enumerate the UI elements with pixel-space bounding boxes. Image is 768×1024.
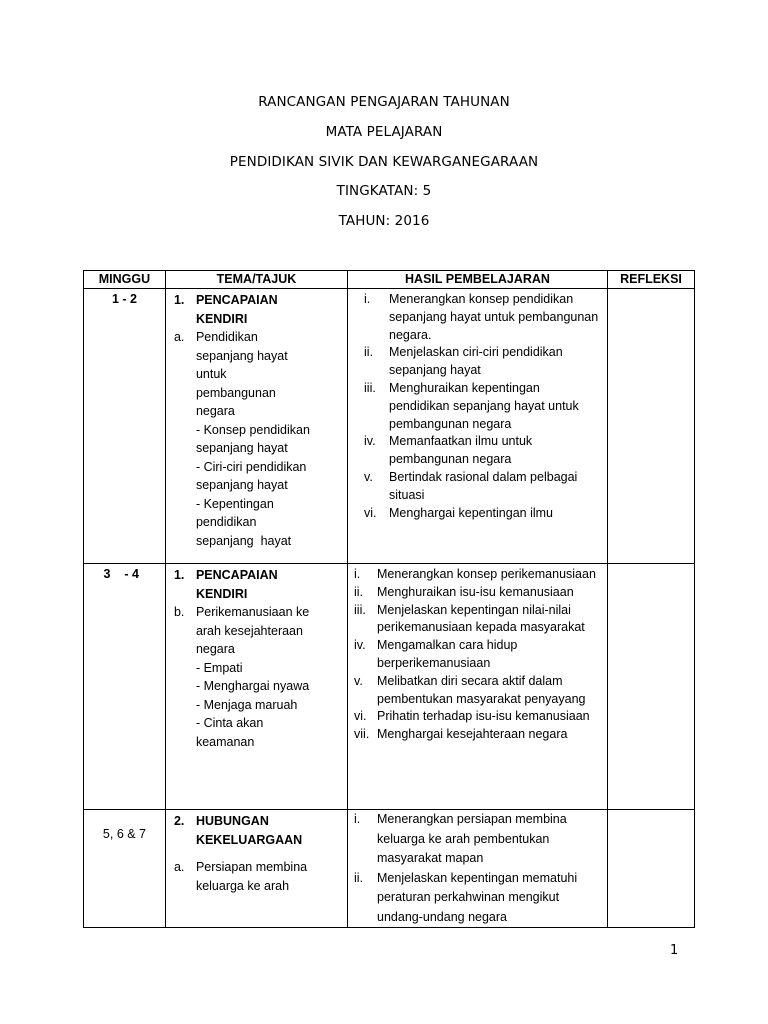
tema-number: 2.	[173, 814, 185, 828]
outcome-numeral: i.	[354, 812, 361, 826]
learning-outcome-item	[352, 869, 603, 928]
document-title-block	[0, 93, 768, 242]
subtopic-line: Perikemanusiaan ke	[195, 605, 310, 619]
refleksi-cell[interactable]	[607, 810, 694, 928]
learning-outcome-item	[352, 433, 603, 469]
subtopic-line: - Kepentingan	[195, 496, 274, 511]
header-minggu: MINGGU	[84, 271, 166, 289]
learning-outcome-item	[352, 810, 603, 869]
tema-cell	[165, 564, 347, 810]
subtopic-letter: a.	[173, 860, 185, 874]
title-line-2: MATA PELAJARAN	[325, 123, 443, 140]
subtopic-text	[196, 858, 307, 895]
tema-number: 1.	[173, 568, 185, 582]
lesson-plan-table	[83, 270, 695, 928]
outcome-numeral: i.	[354, 567, 361, 581]
minggu-cell: 3 - 4	[84, 564, 166, 810]
subtopic-line: sepanjang hayat	[195, 348, 288, 363]
learning-outcome-item	[352, 380, 603, 433]
hasil-cell	[348, 810, 608, 928]
learning-outcome-item	[352, 344, 603, 380]
table-row	[84, 810, 695, 928]
subtopic-line: - Konsep pendidikan	[195, 422, 310, 437]
tema-title	[196, 291, 278, 328]
header-refleksi: REFLEKSI	[607, 271, 694, 289]
learning-outcome-item	[352, 637, 603, 673]
outcome-numeral: iv.	[354, 638, 366, 653]
title-line-4: TINGKATAN: 5	[336, 183, 432, 200]
outcome-numeral: vi.	[364, 505, 377, 520]
subtopic-line: negara	[195, 642, 235, 656]
outcome-numeral: ii.	[354, 584, 364, 599]
page-number: 1	[670, 943, 679, 958]
tema-title-line: KENDIRI	[195, 586, 248, 601]
subtopic-line: keluarga ke arah	[195, 878, 290, 893]
outcome-text: Menjelaskan kepentingan nilai-nilai perikemanusiaan kepada masyarakat	[377, 602, 585, 635]
tema-cell	[165, 810, 347, 928]
tema-title	[196, 566, 278, 603]
outcome-numeral: vii.	[354, 727, 370, 742]
title-line-1: RANCANGAN PENGAJARAN TAHUNAN	[258, 94, 510, 110]
outcome-text: Menghuraikan kepentingan pendidikan sepanjang hayat untuk pembangunan negara	[389, 380, 579, 431]
outcome-text: Bertindak rasional dalam pelbagai situasi	[389, 469, 578, 502]
tema-title	[196, 812, 302, 849]
subtopic-line: - Ciri-ciri pendidikan	[195, 459, 307, 474]
outcome-text: Melibatkan diri secara aktif dalam pembentukan masyarakat penyayang	[377, 673, 586, 706]
header-tema-tajuk: TEMA/TAJUK	[165, 271, 347, 289]
subtopic-line: arah kesejahteraan	[195, 623, 303, 638]
outcome-text: Mengamalkan cara hidup berperikemanusiaan	[377, 638, 518, 670]
learning-outcome-item	[352, 469, 603, 505]
subtopic-line: sepanjang hayat	[195, 478, 288, 492]
tema-number: 1.	[173, 293, 185, 307]
title-line-5: TAHUN: 2016	[338, 213, 430, 230]
outcome-numeral: v.	[364, 469, 373, 484]
subtopic-line: - Menjaga maruah	[195, 697, 298, 712]
outcome-text: Menghargai kepentingan ilmu	[389, 505, 554, 520]
hasil-cell	[348, 564, 608, 810]
refleksi-cell[interactable]	[607, 564, 694, 810]
learning-outcome-item	[352, 566, 603, 584]
title-line-3: PENDIDIKAN SIVIK DAN KEWARGANEGARAAN	[229, 153, 539, 170]
subtopic-line: pembangunan	[195, 385, 276, 400]
outcome-text: Menerangkan konsep perikemanusiaan	[377, 567, 596, 581]
outcome-text: Menjelaskan kepentingan mematuhi peraturan perkahwinan mengikut undang-undang negara	[377, 870, 578, 924]
subtopic-line: sepanjang hayat	[195, 533, 292, 548]
outcome-text: Prihatin terhadap isu-isu kemanusiaan	[377, 709, 590, 724]
learning-outcome-item	[352, 726, 603, 744]
tema-title-line: PENCAPAIAN	[195, 568, 278, 582]
outcome-numeral: ii.	[354, 870, 364, 885]
learning-outcome-item	[352, 505, 603, 523]
learning-outcome-item	[352, 584, 603, 602]
tema-cell	[165, 289, 347, 564]
subtopic-line: sepanjang hayat	[195, 441, 288, 455]
learning-outcome-item	[352, 708, 603, 726]
tema-title-line: KENDIRI	[195, 311, 248, 326]
subtopic-line: negara	[195, 404, 235, 418]
table-row	[84, 564, 695, 810]
header-hasil-pembelajaran: HASIL PEMBELAJARAN	[348, 271, 608, 289]
tema-title-line: KEKELUARGAAN	[195, 832, 303, 847]
learning-outcome-item	[352, 673, 603, 709]
subtopic-letter: b.	[173, 605, 185, 619]
minggu-cell: 5, 6 & 7	[84, 810, 166, 928]
refleksi-cell[interactable]	[607, 289, 694, 564]
outcome-numeral: v.	[354, 673, 363, 688]
outcome-numeral: vi.	[354, 709, 367, 724]
outcome-text: Menjelaskan ciri-ciri pendidikan sepanjang hayat	[389, 345, 563, 378]
minggu-cell: 1 - 2	[84, 289, 166, 564]
tema-title-line: HUBUNGAN	[195, 814, 269, 828]
subtopic-text	[196, 603, 309, 751]
outcome-text: Memanfaatkan ilmu untuk pembangunan negara	[389, 434, 533, 467]
subtopic-line: - Menghargai nyawa	[195, 679, 310, 693]
outcome-text: Menerangkan persiapan membina keluarga ke arah pembentukan masyarakat mapan	[377, 812, 567, 865]
table-header-row	[84, 271, 695, 289]
outcome-numeral: ii.	[364, 345, 374, 360]
outcome-numeral: i.	[364, 292, 371, 306]
subtopic-line: Pendidikan	[195, 330, 258, 344]
learning-outcome-item	[352, 291, 603, 344]
outcome-text: Menghargai kesejahteraan negara	[377, 727, 568, 742]
subtopic-letter: a.	[173, 330, 185, 344]
learning-outcome-item	[352, 602, 603, 638]
subtopic-line: keamanan	[195, 734, 255, 749]
subtopic-text	[196, 328, 310, 550]
hasil-cell	[348, 289, 608, 564]
subtopic-line: pendidikan	[195, 515, 257, 529]
subtopic-line: - Empati	[195, 660, 243, 675]
outcome-text: Menghuraikan isu-isu kemanusiaan	[377, 584, 574, 599]
subtopic-line: untuk	[195, 367, 227, 381]
outcome-numeral: iii.	[354, 602, 366, 617]
table-row	[84, 289, 695, 564]
outcome-numeral: iv.	[364, 434, 376, 449]
subtopic-line: Persiapan membina	[195, 860, 308, 874]
tema-title-line: PENCAPAIAN	[195, 293, 278, 307]
subtopic-line: - Cinta akan	[195, 716, 264, 730]
outcome-text: Menerangkan konsep pendidikan sepanjang hayat untuk pembangunan negara.	[389, 292, 599, 342]
outcome-numeral: iii.	[364, 380, 376, 395]
